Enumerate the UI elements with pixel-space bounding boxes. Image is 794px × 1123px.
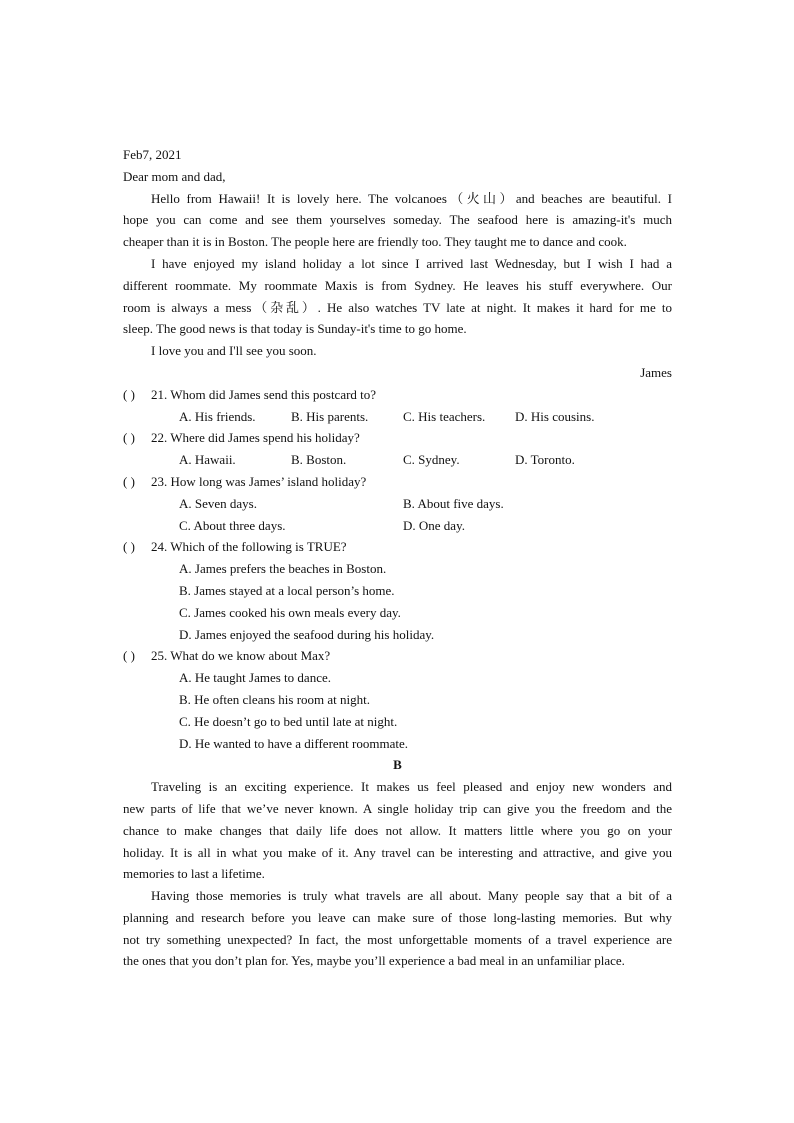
question-text: 24. Which of the following is TRUE? <box>151 539 347 555</box>
options-row <box>123 602 672 624</box>
letter-p2-line: sleep. The good news is that today is Sunday-it's time to go home. <box>123 321 467 337</box>
options-row <box>123 733 672 755</box>
option-a[interactable]: A. He taught James to dance. <box>179 670 331 686</box>
options-row <box>123 558 672 580</box>
option-d[interactable]: D. Toronto. <box>515 452 575 468</box>
options-row <box>123 580 672 602</box>
section-b-p1-line: holiday. It is all in what you make of it. Any travel can be interesting and attractive, and give you <box>123 844 672 860</box>
letter-p1-line: hope you can come and see them yourselves someday. The seafood here is amazing-it's much <box>123 212 672 228</box>
options-row <box>123 689 672 711</box>
section-b-p1-line: chance to make changes that daily life does not allow. It matters little where you go on your <box>123 822 672 838</box>
question-text: 25. What do we know about Max? <box>151 648 331 664</box>
letter-p2-line: different roommate. My roommate Maxis is from Sydney. He leaves his stuff everywhere. Our <box>123 277 672 293</box>
document-page <box>123 144 672 972</box>
question-stem <box>123 471 672 493</box>
section-b-p1-line: memories to last a lifetime. <box>123 866 265 882</box>
question-text: 22. Where did James spend his holiday? <box>151 430 360 446</box>
option-b[interactable]: B. James stayed at a local person’s home. <box>179 582 395 598</box>
question-text: 21. Whom did James send this postcard to? <box>151 386 377 402</box>
option-a[interactable]: A. His friends. <box>179 408 256 424</box>
section-b-p1-line: new parts of life that we’ve never known. A single holiday trip can give you the freedom and the <box>123 800 672 816</box>
question-text: 23. How long was James’ island holiday? <box>151 473 367 489</box>
question-stem <box>123 427 672 449</box>
option-a[interactable]: A. Hawaii. <box>179 452 236 468</box>
option-b[interactable]: B. He often cleans his room at night. <box>179 691 370 707</box>
section-b-p2-line: not try something unexpected? In fact, the most unforgettable moments of a travel experience are <box>123 931 672 947</box>
options-row <box>123 711 672 733</box>
option-b[interactable]: B. Boston. <box>291 452 347 468</box>
answer-blank[interactable]: ( ) <box>123 430 135 446</box>
letter-p3: I love you and I'll see you soon. <box>151 343 317 359</box>
letter-signature: James <box>640 364 672 380</box>
section-b-p2-line: the ones that you don’t plan for. Yes, maybe you’ll experience a bad meal in an unfamiliar place. <box>123 953 625 969</box>
option-c[interactable]: C. About three days. <box>179 517 286 533</box>
options-row <box>123 406 672 428</box>
options-row <box>123 667 672 689</box>
section-b-p2-line: planning and research before you leave can make sure of those long-lasting memories. But why <box>123 909 672 925</box>
option-c[interactable]: C. His teachers. <box>403 408 486 424</box>
option-b[interactable]: B. About five days. <box>403 495 504 511</box>
question-stem <box>123 645 672 667</box>
options-row <box>123 449 672 471</box>
option-d[interactable]: D. His cousins. <box>515 408 595 424</box>
option-c[interactable]: C. Sydney. <box>403 452 460 468</box>
answer-blank[interactable]: ( ) <box>123 648 135 664</box>
question-stem <box>123 536 672 558</box>
letter-p2-line: I have enjoyed my island holiday a lot since I arrived last Wednesday, but I wish I had a <box>151 255 672 271</box>
letter-p1-line: Hello from Hawaii! It is lovely here. The volcanoes（火山）and beaches are beautiful. I <box>151 190 672 206</box>
option-d[interactable]: D. One day. <box>403 517 465 533</box>
letter-date: Feb7, 2021 <box>123 147 182 162</box>
options-row <box>123 493 672 515</box>
letter-greeting: Dear mom and dad, <box>123 168 226 184</box>
options-row <box>123 515 672 537</box>
option-d[interactable]: D. James enjoyed the seafood during his holiday. <box>179 626 435 642</box>
option-a[interactable]: A. Seven days. <box>179 495 257 511</box>
letter-p1-line: cheaper than it is in Boston. The people here are friendly too. They taught me to dance and cook. <box>123 234 627 250</box>
question-stem <box>123 384 672 406</box>
options-row <box>123 624 672 646</box>
answer-blank[interactable]: ( ) <box>123 473 135 489</box>
option-b[interactable]: B. His parents. <box>291 408 369 424</box>
option-a[interactable]: A. James prefers the beaches in Boston. <box>179 561 387 577</box>
answer-blank[interactable]: ( ) <box>123 539 135 555</box>
option-c[interactable]: C. He doesn’t go to bed until late at night. <box>179 713 398 729</box>
option-c[interactable]: C. James cooked his own meals every day. <box>179 604 401 620</box>
section-b-p2-line: Having those memories is truly what travels are all about. Many people say that a bit of a <box>151 888 672 904</box>
answer-blank[interactable]: ( ) <box>123 386 135 402</box>
section-heading: B <box>393 757 402 773</box>
letter-p2-line: room is always a mess（杂乱）. He also watches TV late at night. It makes it hard for me to <box>123 299 672 315</box>
section-b-p1-line: Traveling is an exciting experience. It makes us feel pleased and enjoy new wonders and <box>151 779 672 795</box>
option-d[interactable]: D. He wanted to have a different roommate. <box>179 735 408 751</box>
